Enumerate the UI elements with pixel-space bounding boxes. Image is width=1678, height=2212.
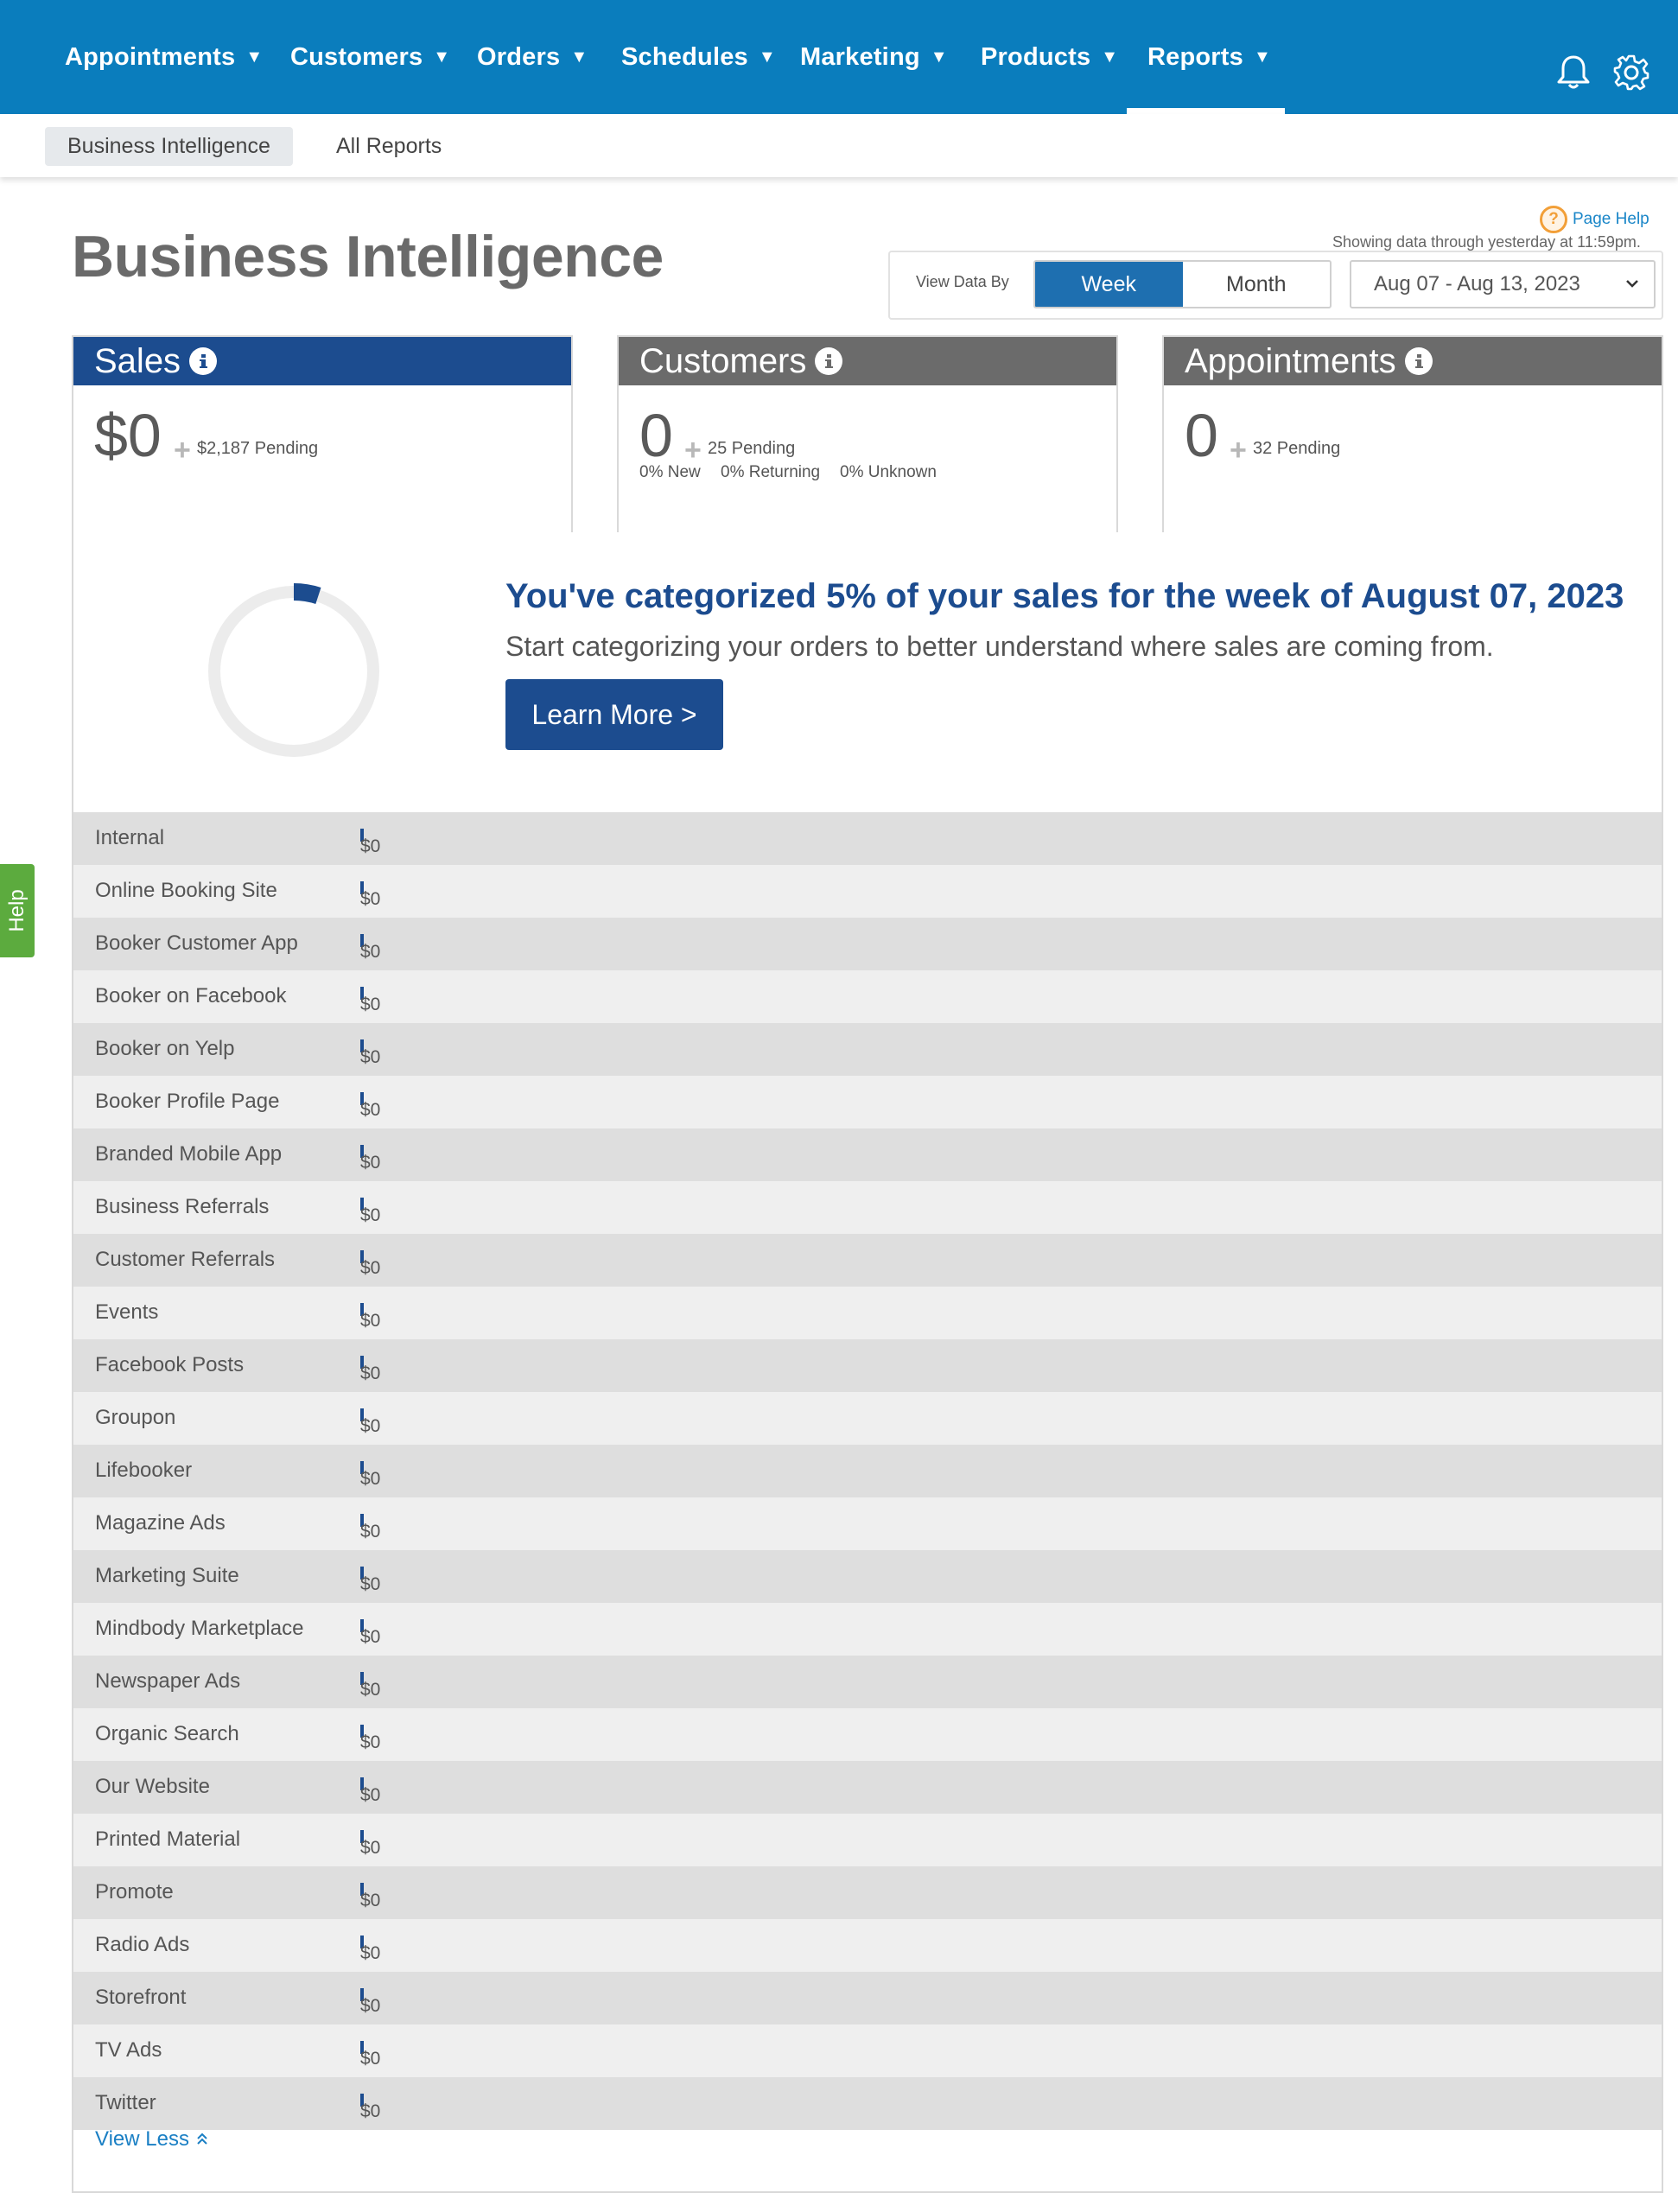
date-range-value: Aug 07 - Aug 13, 2023 bbox=[1374, 272, 1580, 296]
list-item bbox=[73, 1128, 1662, 1181]
customers-returning: 0% Returning bbox=[721, 463, 821, 481]
list-item bbox=[73, 1814, 1662, 1866]
list-item bbox=[73, 1287, 1662, 1339]
page-title: Business Intelligence bbox=[72, 224, 664, 289]
source-label: Storefront bbox=[95, 1986, 187, 2009]
source-label: Internal bbox=[95, 826, 165, 849]
list-item bbox=[73, 1023, 1662, 1076]
source-label: Customer Referrals bbox=[95, 1248, 276, 1271]
source-value: $0 bbox=[360, 942, 381, 962]
sales-card[interactable] bbox=[72, 335, 573, 536]
source-label: Mindbody Marketplace bbox=[95, 1617, 304, 1640]
list-item bbox=[73, 1392, 1662, 1445]
customers-value: 0 bbox=[639, 402, 673, 469]
nav-customers[interactable] bbox=[290, 0, 450, 114]
list-item bbox=[73, 812, 1662, 865]
list-item bbox=[73, 2077, 1662, 2130]
source-value: $0 bbox=[360, 1469, 381, 1489]
categorized-headline: You've categorized 5% of your sales for the week of August 07, 2023 bbox=[505, 577, 1624, 615]
appointments-card[interactable] bbox=[1162, 335, 1663, 534]
nav-label: Products bbox=[981, 42, 1091, 71]
list-item bbox=[73, 1708, 1662, 1761]
nav-orders[interactable] bbox=[477, 0, 588, 114]
month-button[interactable]: Month bbox=[1226, 271, 1287, 296]
list-item bbox=[73, 918, 1662, 970]
learn-more-button[interactable]: Learn More > bbox=[505, 679, 723, 750]
source-value: $0 bbox=[360, 1258, 381, 1278]
source-label: Lifebooker bbox=[95, 1459, 193, 1482]
nav-schedules[interactable] bbox=[621, 0, 776, 114]
source-value: $0 bbox=[360, 1205, 381, 1225]
nav-label: Orders bbox=[477, 42, 561, 71]
source-value: $0 bbox=[360, 1627, 381, 1647]
source-label: Online Booking Site bbox=[95, 879, 277, 902]
appointments-card-title: Appointments bbox=[1185, 341, 1396, 380]
source-label: Marketing Suite bbox=[95, 1564, 239, 1587]
list-item bbox=[73, 1972, 1662, 2024]
source-label: Booker Customer App bbox=[95, 931, 298, 955]
source-label: Business Referrals bbox=[95, 1195, 270, 1218]
side-help-tab[interactable] bbox=[0, 864, 35, 957]
chevron-down-icon bbox=[1623, 274, 1642, 293]
sales-value: $0 bbox=[94, 402, 162, 469]
source-label: Promote bbox=[95, 1880, 174, 1904]
list-item bbox=[73, 1550, 1662, 1603]
source-label: Organic Search bbox=[95, 1722, 239, 1745]
view-less-label: View Less bbox=[95, 2127, 189, 2151]
bell-icon[interactable] bbox=[1554, 54, 1592, 92]
nav-products[interactable] bbox=[981, 0, 1118, 114]
list-item bbox=[73, 970, 1662, 1023]
caret-down-icon: ▼ bbox=[758, 47, 776, 67]
list-item bbox=[73, 1339, 1662, 1392]
source-value: $0 bbox=[360, 2049, 381, 2069]
list-item bbox=[73, 2024, 1662, 2077]
caret-down-icon: ▼ bbox=[1101, 47, 1119, 67]
list-item bbox=[73, 1761, 1662, 1814]
source-value: $0 bbox=[360, 1732, 381, 1752]
source-label: Newspaper Ads bbox=[95, 1669, 241, 1693]
list-item bbox=[73, 1076, 1662, 1128]
nav-label: Marketing bbox=[800, 42, 920, 71]
plus-icon: + bbox=[174, 434, 191, 467]
source-value: $0 bbox=[360, 836, 381, 856]
list-item bbox=[73, 1497, 1662, 1550]
tab-all-reports[interactable]: All Reports bbox=[336, 134, 442, 158]
date-range-select[interactable] bbox=[1350, 260, 1656, 308]
source-value: $0 bbox=[360, 1100, 381, 1120]
nav-marketing[interactable] bbox=[800, 0, 948, 114]
source-label: Booker Profile Page bbox=[95, 1090, 280, 1113]
info-icon[interactable] bbox=[189, 347, 217, 375]
source-value: $0 bbox=[360, 1153, 381, 1173]
caret-down-icon: ▼ bbox=[245, 47, 264, 67]
view-data-by-panel bbox=[888, 251, 1663, 320]
side-help-label: Help bbox=[5, 889, 29, 932]
nav-label: Reports bbox=[1147, 42, 1243, 71]
customers-card[interactable] bbox=[617, 335, 1118, 534]
page-help-label: Page Help bbox=[1573, 210, 1649, 228]
sales-pending: $2,187 Pending bbox=[197, 439, 319, 458]
list-item bbox=[73, 1445, 1662, 1497]
nav-reports[interactable] bbox=[1147, 0, 1271, 114]
source-value: $0 bbox=[360, 1311, 381, 1331]
customers-card-title: Customers bbox=[639, 341, 807, 380]
source-label: Events bbox=[95, 1300, 159, 1324]
nav-label: Schedules bbox=[621, 42, 748, 71]
customers-card-header bbox=[619, 337, 1116, 385]
source-value: $0 bbox=[360, 1363, 381, 1383]
nav-label: Appointments bbox=[65, 42, 236, 71]
source-value: $0 bbox=[360, 1838, 381, 1858]
source-value: $0 bbox=[360, 995, 381, 1014]
caret-down-icon: ▼ bbox=[570, 47, 588, 67]
list-item bbox=[73, 1919, 1662, 1972]
categorized-donut bbox=[203, 581, 385, 762]
sales-source-list bbox=[73, 812, 1662, 2130]
caret-down-icon: ▼ bbox=[930, 47, 948, 67]
week-button[interactable]: Week bbox=[1035, 262, 1183, 307]
source-value: $0 bbox=[360, 2101, 381, 2121]
source-label: Facebook Posts bbox=[95, 1353, 245, 1376]
source-value: $0 bbox=[360, 1680, 381, 1700]
customers-unknown: 0% Unknown bbox=[840, 463, 937, 481]
source-value: $0 bbox=[360, 1416, 381, 1436]
caret-down-icon: ▼ bbox=[1253, 47, 1271, 67]
customers-new: 0% New bbox=[639, 463, 701, 481]
list-item bbox=[73, 1603, 1662, 1656]
plus-icon: + bbox=[1230, 434, 1247, 467]
double-chevron-up-icon bbox=[195, 2132, 209, 2145]
source-label: Groupon bbox=[95, 1406, 176, 1429]
source-value: $0 bbox=[360, 889, 381, 909]
page-help-link[interactable] bbox=[1540, 206, 1649, 233]
period-toggle bbox=[1033, 260, 1332, 308]
list-item bbox=[73, 1656, 1662, 1708]
source-value: $0 bbox=[360, 1785, 381, 1805]
view-less-link[interactable] bbox=[95, 2127, 209, 2152]
source-label: Branded Mobile App bbox=[95, 1142, 283, 1166]
categorized-subtitle: Start categorizing your orders to better understand where sales are coming from. bbox=[505, 631, 1494, 662]
source-label: Magazine Ads bbox=[95, 1511, 226, 1535]
nav-appointments[interactable] bbox=[65, 0, 263, 114]
list-item bbox=[73, 1866, 1662, 1919]
tab-business-intelligence[interactable]: Business Intelligence bbox=[45, 127, 293, 166]
top-nav-bar bbox=[0, 0, 1678, 114]
source-label: Booker on Yelp bbox=[95, 1037, 235, 1060]
source-value: $0 bbox=[360, 1943, 381, 1963]
data-freshness-note: Showing data through yesterday at 11:59pm. bbox=[1332, 233, 1641, 251]
appointments-pending: 32 Pending bbox=[1253, 439, 1341, 458]
customers-pending: 25 Pending bbox=[708, 439, 796, 458]
source-label: Radio Ads bbox=[95, 1933, 190, 1956]
sales-card-title: Sales bbox=[94, 341, 181, 380]
source-label: Our Website bbox=[95, 1775, 210, 1798]
source-value: $0 bbox=[360, 1522, 381, 1541]
source-value: $0 bbox=[360, 1891, 381, 1910]
sales-detail-panel bbox=[72, 532, 1663, 2193]
source-value: $0 bbox=[360, 1996, 381, 2016]
info-icon[interactable] bbox=[1405, 347, 1433, 375]
gear-icon[interactable] bbox=[1612, 54, 1650, 92]
source-value: $0 bbox=[360, 1574, 381, 1594]
appointments-value: 0 bbox=[1185, 402, 1218, 469]
sub-nav-bar bbox=[0, 114, 1678, 177]
list-item bbox=[73, 1181, 1662, 1234]
source-label: TV Ads bbox=[95, 2038, 162, 2062]
list-item bbox=[73, 865, 1662, 918]
plus-icon: + bbox=[684, 434, 702, 467]
question-icon: ? bbox=[1540, 206, 1567, 233]
appointments-card-header bbox=[1164, 337, 1662, 385]
source-label: Twitter bbox=[95, 2091, 156, 2114]
sales-card-header bbox=[73, 337, 571, 385]
info-icon[interactable] bbox=[815, 347, 842, 375]
source-label: Printed Material bbox=[95, 1827, 241, 1851]
view-data-by-label: View Data By bbox=[916, 273, 1009, 290]
source-label: Booker on Facebook bbox=[95, 984, 287, 1007]
caret-down-icon: ▼ bbox=[433, 47, 451, 67]
nav-label: Customers bbox=[290, 42, 423, 71]
list-item bbox=[73, 1234, 1662, 1287]
source-value: $0 bbox=[360, 1047, 381, 1067]
